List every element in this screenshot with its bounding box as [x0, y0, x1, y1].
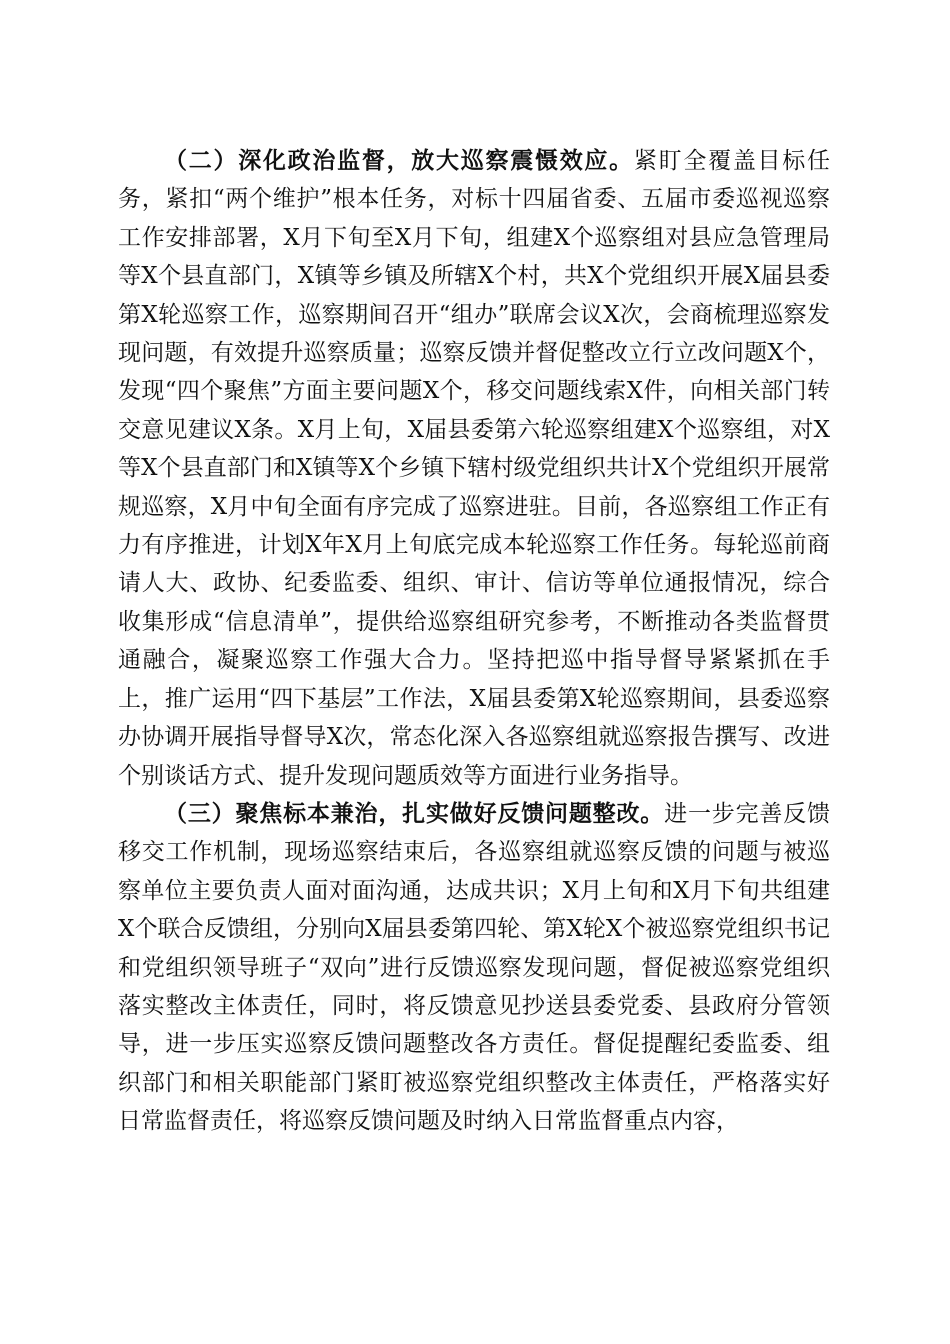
paragraph-rectification: [118, 795, 830, 1141]
paragraph-body-2: 紧盯全覆盖目标任务，紧扣“两个维护”根本任务，对标十四届省委、五届市委巡视巡察工作安排部署，X月下旬至X月下旬，组建X个巡察组对县应急管理局等X个县直部门，X镇等乡镇及所辖X个村，共X个党组织开展X届县委第X轮巡察工作，巡察期间召开“组办”联席会议X次，会商梳理巡察发现问题，有效提升巡察质量；巡察反馈并督促整改立行立改问题X个，发现“四个聚焦”方面主要问题X个，移交问题线索X件，向相关部门转交意见建议X条。X月上旬，X届县委第六轮巡察组建X个巡察组，对X等X个县直部门和X镇等X个乡镇下辖村级党组织共计X个党组织开展常规巡察，X月中旬全面有序完成了巡察进驻。目前，各巡察组工作正有力有序推进，计划X年X月上旬底完成本轮巡察工作任务。每轮巡前商请人大、政协、纪委监委、组织、审计、信访等单位通报情况，综合收集形成“信息清单”，提供给巡察组研究参考，不断推动各类监督贯通融合，凝聚巡察工作强大合力。坚持把巡中指导督导紧紧抓在手上，推广运用“四下基层”工作法，X届县委第X轮巡察期间，县委巡察办协调开展指导督导X次，常态化深入各巡察组就巡察报告撰写、改进个别谈话方式、提升发现问题质效等方面进行业务指导。: [118, 148, 831, 789]
paragraph-body-3: 进一步完善反馈移交工作机制，现场巡察结束后，各巡察组就巡察反馈的问题与被巡察单位主要负责人面对面沟通，达成共识；X月上旬和X月下旬共组建X个联合反馈组，分别向X届县委第四轮、第X轮X个被巡察党组织书记和党组织领导班子“双向”进行反馈巡察发现问题，督促被巡察党组织落实整改主体责任，同时，将反馈意见抄送县委党委、县政府分管领导，进一步压实巡察反馈问题整改各方责任。督促提醒纪委监委、组织部门和相关职能部门紧盯被巡察党组织整改主体责任，严格落实好日常监督责任，将巡察反馈问题及时纳入日常监督重点内容，: [118, 800, 831, 1135]
section-heading-2: （二）深化政治监督，放大巡察震慑效应。: [164, 147, 634, 174]
paragraph-political-supervision: [118, 142, 830, 795]
section-heading-3: （三）聚焦标本兼治，扎实做好反馈问题整改。: [164, 799, 665, 827]
document-page: [118, 142, 830, 1141]
